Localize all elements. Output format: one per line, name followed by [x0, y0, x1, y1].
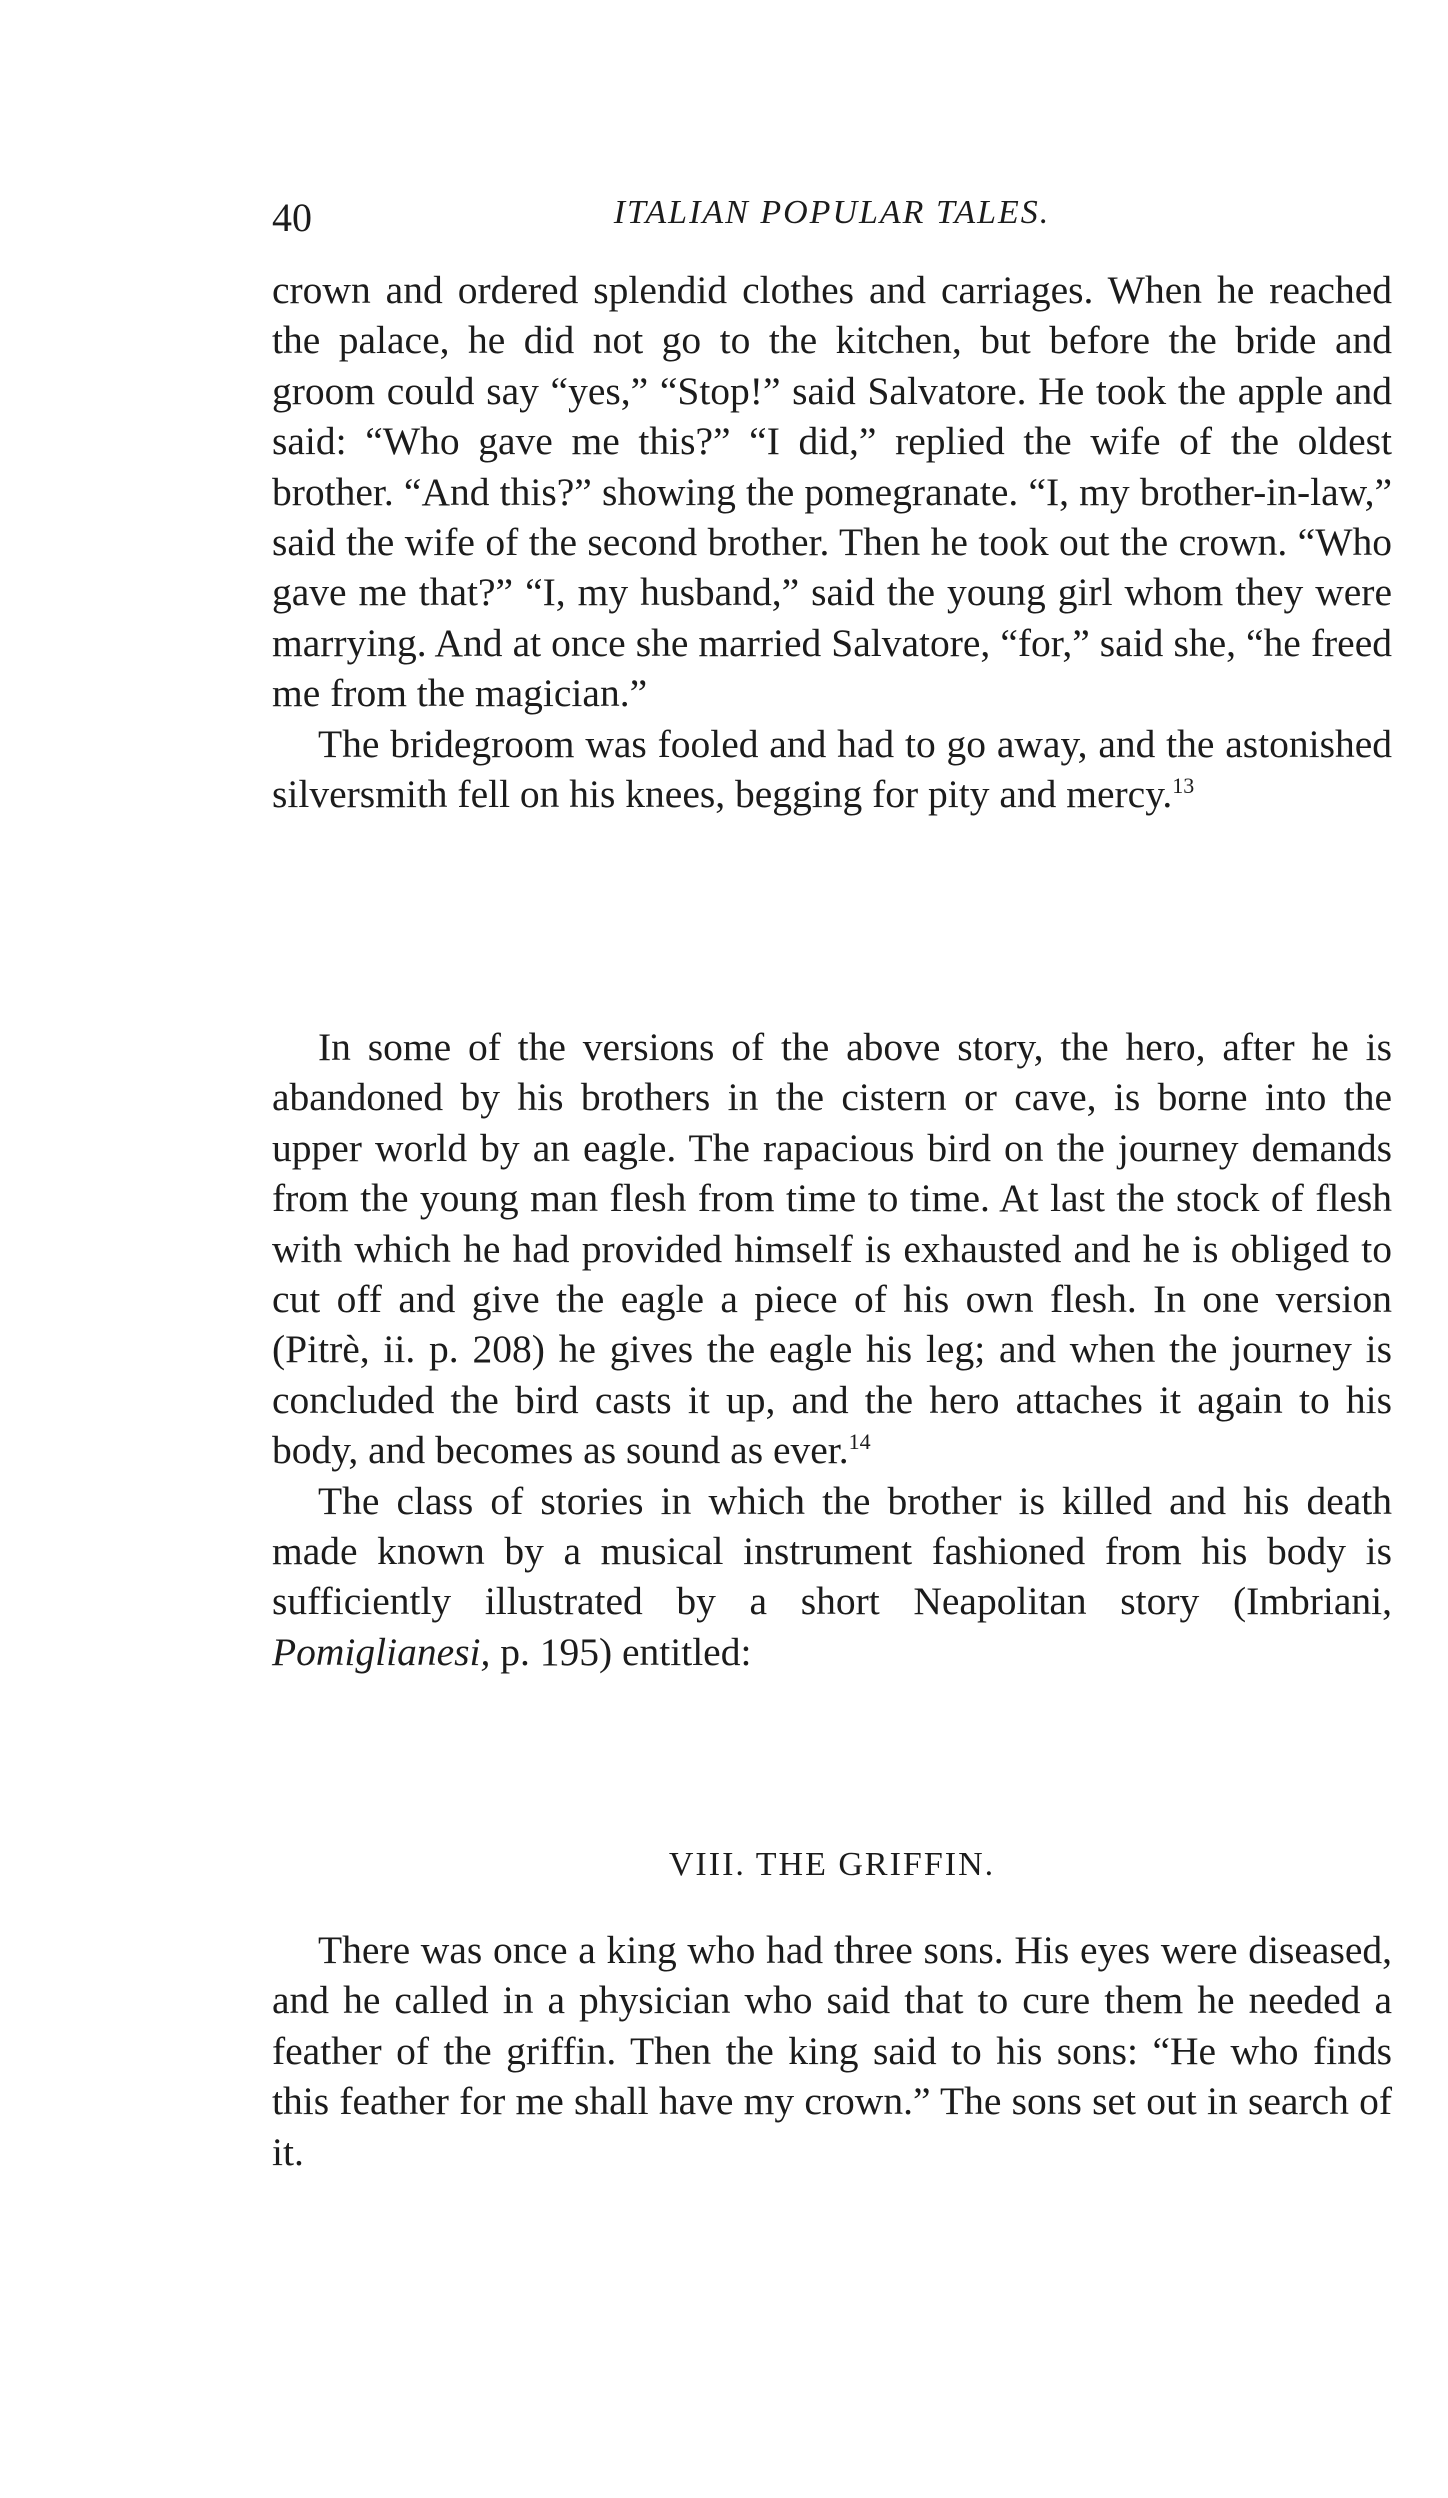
paragraph-text: crown and ordered splendid clothes and carriages. When he reached the palace, he did not go to the kitchen, but before the bride and groom could say “yes,” “Stop!” said Salvatore. He took the apple and said: “Who gave me this?” “I did,” replied the wife of the oldest brother. “And this?” showing the pomegranate. “I, my brother-in-law,” said the wife of the second brother. Then he took out the crown. “Who gave me that?” “I, my husband,” said the young girl whom they were marrying. And at once she married Salvatore, “for,” said she, “he freed me from the magician.” [272, 268, 1392, 716]
paragraph [272, 1022, 1392, 1476]
paragraph-text: In some of the versions of the above story, the hero, after he is abandoned by his brothers in the cistern or cave, is borne into the upper world by an eagle. The rapacious bird on the journey demands from the young man flesh from time to time. At last the stock of flesh with which he had provided himself is exhausted and he is obliged to cut off and give the eagle a piece of his own flesh. In one version (Pitrè, ii. p. 208) he gives the eagle his leg; and when the journey is concluded the bird casts it up, and the hero attaches it again to his body, and becomes as sound as ever. [272, 1025, 1392, 1473]
running-head [272, 190, 1392, 246]
running-title: ITALIAN POPULAR TALES. [613, 194, 1051, 231]
commentary [272, 1022, 1392, 1677]
paragraph-text: The class of stories in which the brother is killed and his death made known by a musical instrument fashioned from his body is sufficiently illustrated by a short Neapolitan story (Imbriani, [272, 1478, 1392, 1624]
book-title: Pomiglianesi, [272, 1629, 491, 1674]
section-heading: VIII. THE GRIFFIN. [668, 1846, 996, 1883]
footnote-marker: 14 [848, 1429, 871, 1455]
story-conclusion [272, 265, 1392, 819]
paragraph-text: p. 195) entitled: [490, 1629, 752, 1674]
footnote-marker: 13 [1172, 772, 1195, 798]
paragraph-continued [272, 265, 1392, 719]
page-number: 40 [272, 195, 312, 240]
paragraph [272, 719, 1392, 820]
paragraph-text: The bridegroom was fooled and had to go away, and the astonished silversmith fell on his knees, begging for pity and mercy. [272, 721, 1392, 817]
paragraph [272, 1925, 1392, 2177]
story-opening [272, 1925, 1392, 2177]
paragraph-text: There was once a king who had three sons. His eyes were diseased, and he called in a physician who said that to cure them he needed a feather of the griffin. Then the king said to his sons: “He who finds this feather for me shall have my crown.” The sons set out in search of it. [272, 1928, 1392, 2174]
paragraph [272, 1476, 1392, 1678]
